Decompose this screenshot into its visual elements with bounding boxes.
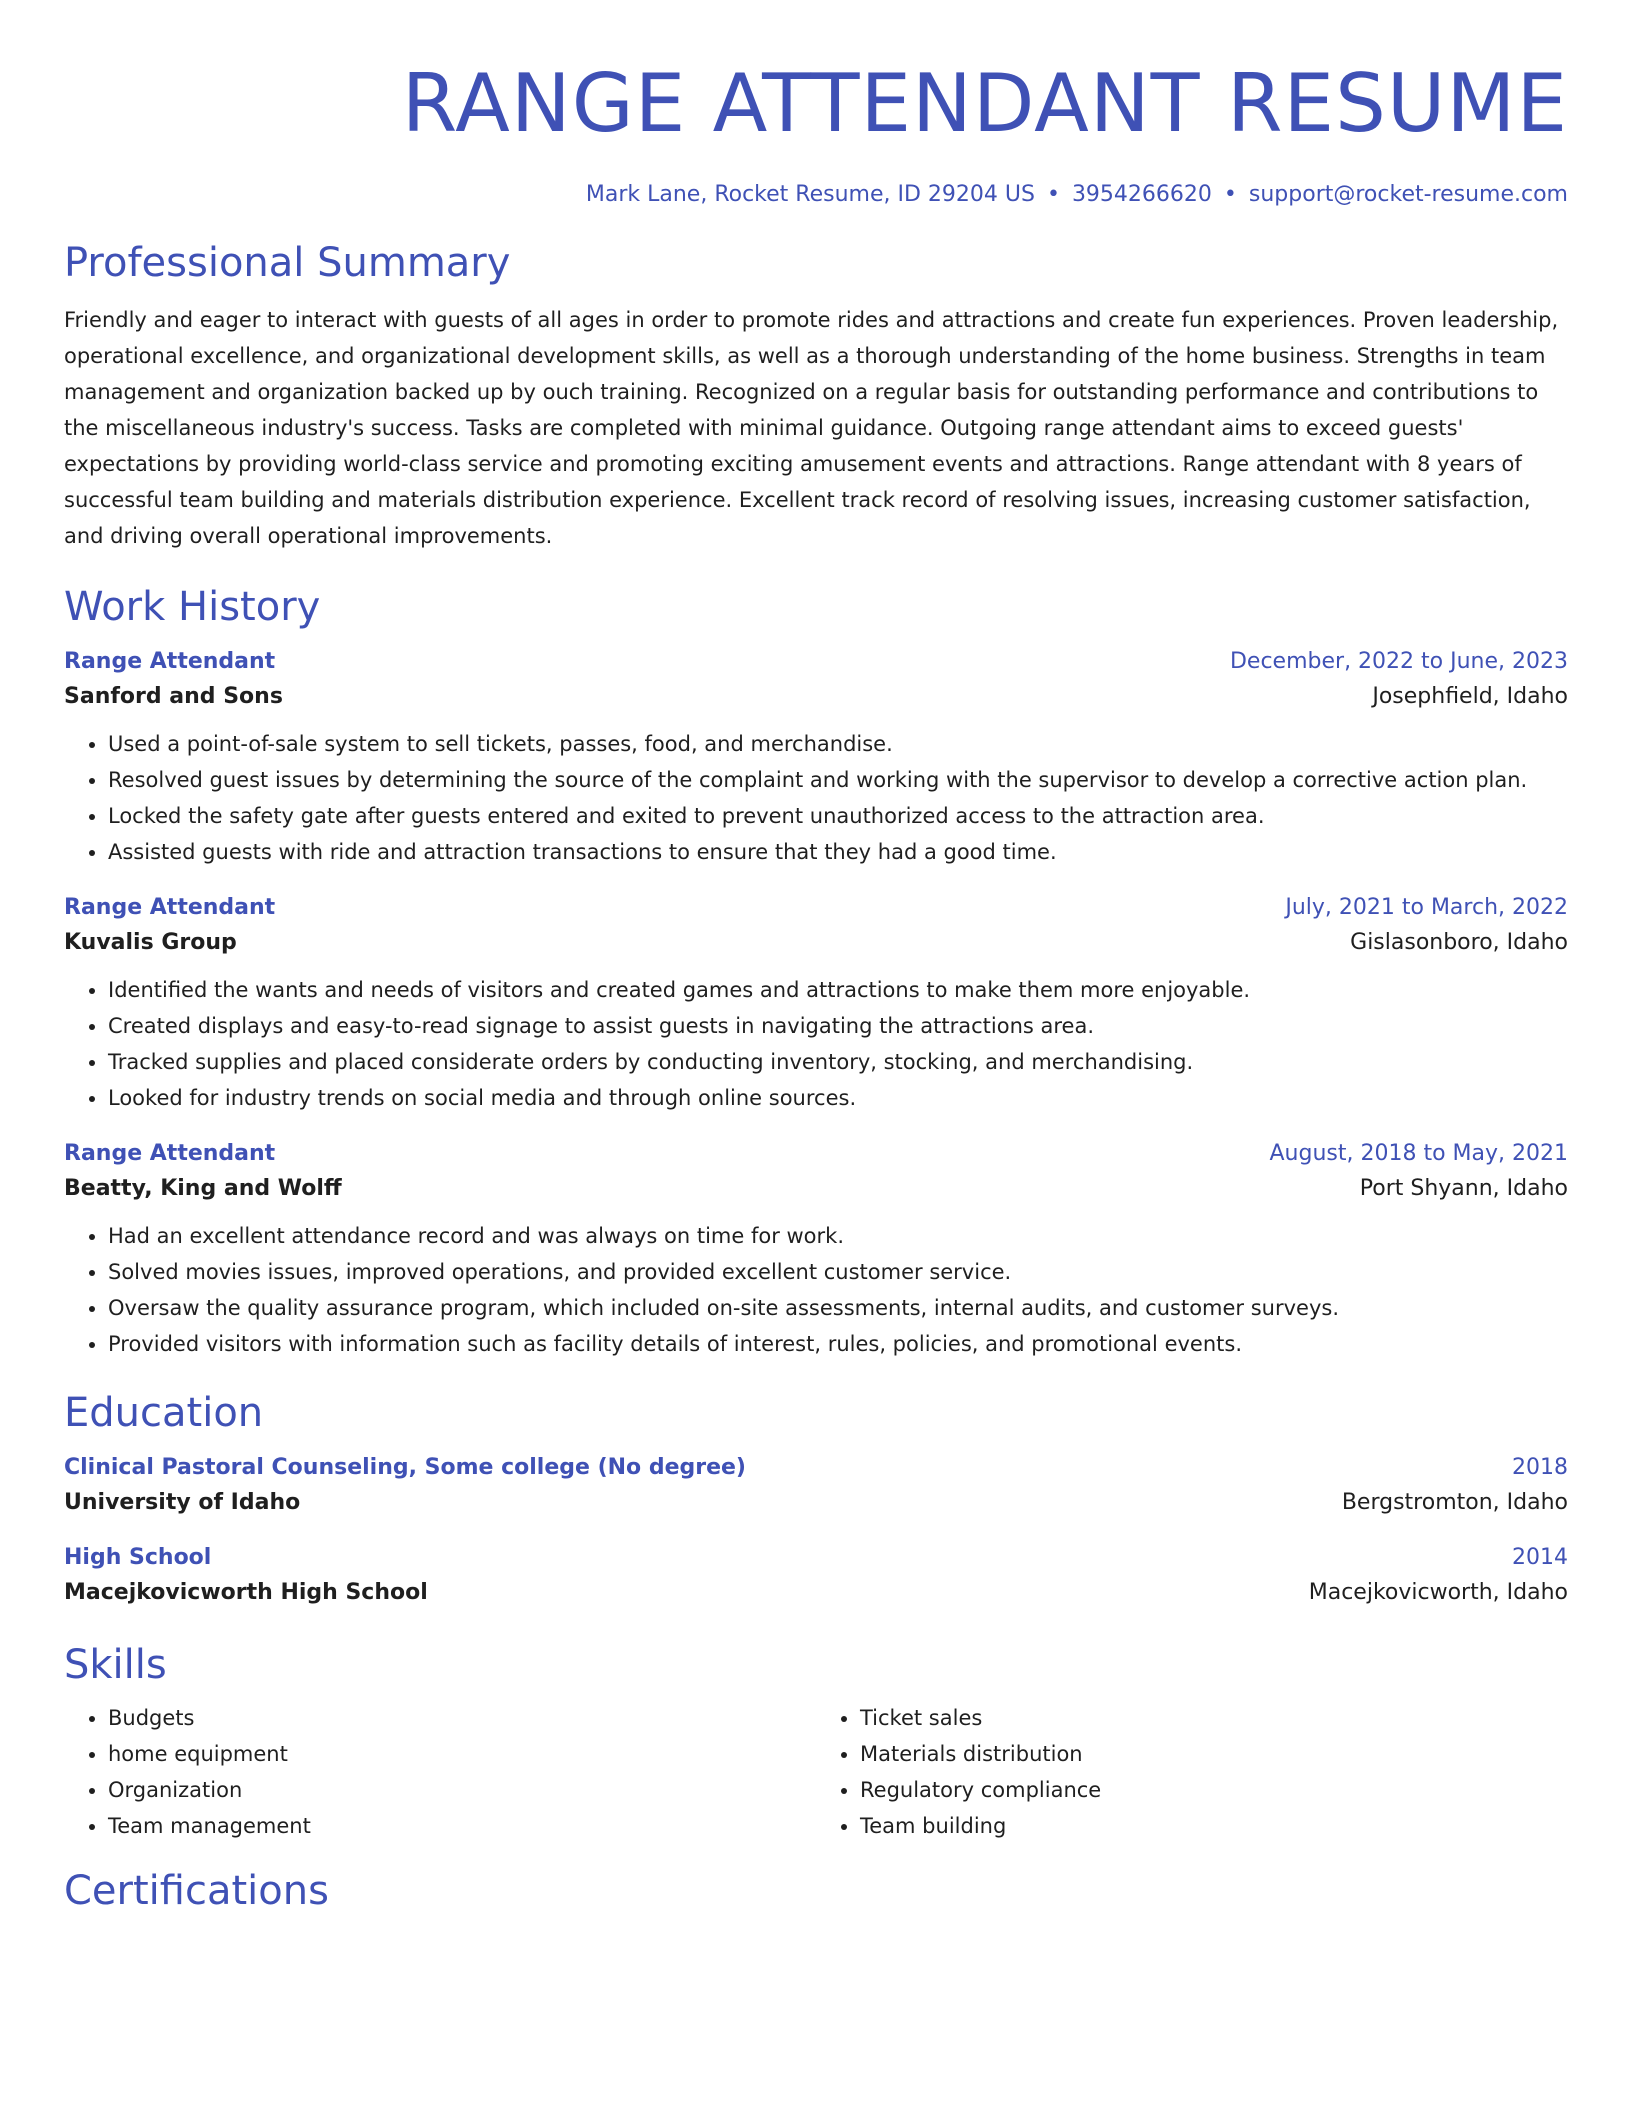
job-duty: • Had an excellent attendance record and was always on time for work. [108,1218,1568,1254]
job-duties [64,1218,1568,1362]
job-duty: • Provided visitors with information such as facility details of interest, rules, policies, and promotional events. [108,1326,1568,1362]
job-duties [64,726,1568,870]
certifications-heading: Certifications [64,1868,329,1914]
skill-item: • Budgets [108,1700,816,1736]
job-location: Gislasonboro, Idaho [1350,930,1568,955]
work-history-section [64,582,1568,1362]
job-duty: • Tracked supplies and placed considerate orders by conducting inventory, stocking, and merchandising. [108,1044,1568,1080]
skill-item: • Team building [860,1808,1568,1844]
summary-text: Friendly and eager to interact with guests of all ages in order to promote rides and attractions and create fun experiences. Proven leadership, operational excellence, and organizational development skills, as well as a thorough understanding of the home business. Strengths in team management and organization backed up by ouch training. Recognized on a regular basis for outstanding performance and contributions to the miscellaneous industry's success. Tasks are completed with minimal guidance. Outgoing range attendant aims to exceed guests' expectations by providing world-class service and promoting exciting amusement events and attractions. Range attendant with 8 years of successful team building and materials distribution experience. Excellent track record of resolving issues, increasing customer satisfaction, and driving overall operational improvements. [64,308,1559,548]
skills-grid [64,1700,1568,1844]
job-employer: Beatty, King and Wolff [64,1176,342,1201]
education-year: 2018 [1512,1455,1568,1480]
job-dates: August, 2018 to May, 2021 [1269,1141,1568,1166]
job-duty: • Solved movies issues, improved operations, and provided excellent customer service. [108,1254,1568,1290]
job-duties [64,972,1568,1116]
job-title: Range Attendant [64,895,276,920]
certifications-section [64,1866,1568,1916]
job-employer: Kuvalis Group [64,930,237,955]
skill-item: • Ticket sales [860,1700,1568,1736]
summary-section [64,238,1568,554]
skill-item: • Materials distribution [860,1736,1568,1772]
job-dates: July, 2021 to March, 2022 [1285,895,1568,920]
skill-item: • Regulatory compliance [860,1772,1568,1808]
resume-title: RANGE ATTENDANT RESUME [401,57,1568,150]
job-location: Port Shyann, Idaho [1359,1176,1568,1201]
skills-section [64,1640,1568,1844]
job-entry [64,1138,1568,1362]
contact-email[interactable]: support@rocket-resume.com [1248,182,1568,207]
job-title: Range Attendant [64,1141,276,1166]
education-entry [64,1542,1568,1612]
skill-item: • Organization [108,1772,816,1808]
job-title: Range Attendant [64,649,276,674]
skills-heading: Skills [64,1642,167,1688]
education-location: Macejkovicworth, Idaho [1308,1580,1568,1605]
job-entry [64,892,1568,1116]
job-duty: • Used a point-of-sale system to sell tickets, passes, food, and merchandise. [108,726,1568,762]
education-school: University of Idaho [64,1490,301,1515]
job-duty: • Oversaw the quality assurance program, which included on-site assessments, internal audits, and customer surveys. [108,1290,1568,1326]
skills-list-right [816,1700,1568,1844]
education-location: Bergstromton, Idaho [1341,1490,1568,1515]
job-duty: • Resolved guest issues by determining the source of the complaint and working with the supervisor to develop a corrective action plan. [108,762,1568,798]
job-duty: • Looked for industry trends on social media and through online sources. [108,1080,1568,1116]
education-heading: Education [64,1390,264,1436]
contact-line [64,180,1568,210]
job-employer: Sanford and Sons [64,684,283,709]
skill-item: • Team management [108,1808,816,1844]
job-location: Josephfield, Idaho [1372,684,1568,709]
job-duty: • Locked the safety gate after guests entered and exited to prevent unauthorized access to the attraction area. [108,798,1568,834]
job-duty: • Created displays and easy-to-read signage to assist guests in navigating the attractions area. [108,1008,1568,1044]
education-entry [64,1452,1568,1522]
contact-address: Mark Lane, Rocket Resume, ID 29204 US [585,182,1035,207]
education-year: 2014 [1512,1545,1568,1570]
job-duty: • Assisted guests with ride and attraction transactions to ensure that they had a good time. [108,834,1568,870]
education-school: Macejkovicworth High School [64,1580,428,1605]
education-degree: Clinical Pastoral Counseling, Some college (No degree) [64,1455,746,1480]
education-degree: High School [64,1545,212,1570]
job-entry [64,646,1568,870]
job-dates: December, 2022 to June, 2023 [1229,649,1568,674]
job-duty: • Identified the wants and needs of visitors and created games and attractions to make them more enjoyable. [108,972,1568,1008]
summary-heading: Professional Summary [64,240,511,286]
education-section [64,1388,1568,1612]
skill-item: • home equipment [108,1736,816,1772]
work-history-heading: Work History [64,584,321,630]
skills-list-left [64,1700,816,1844]
contact-phone: 3954266620 [1071,182,1212,207]
contact-separator: • [1046,182,1060,207]
contact-separator: • [1223,182,1237,207]
